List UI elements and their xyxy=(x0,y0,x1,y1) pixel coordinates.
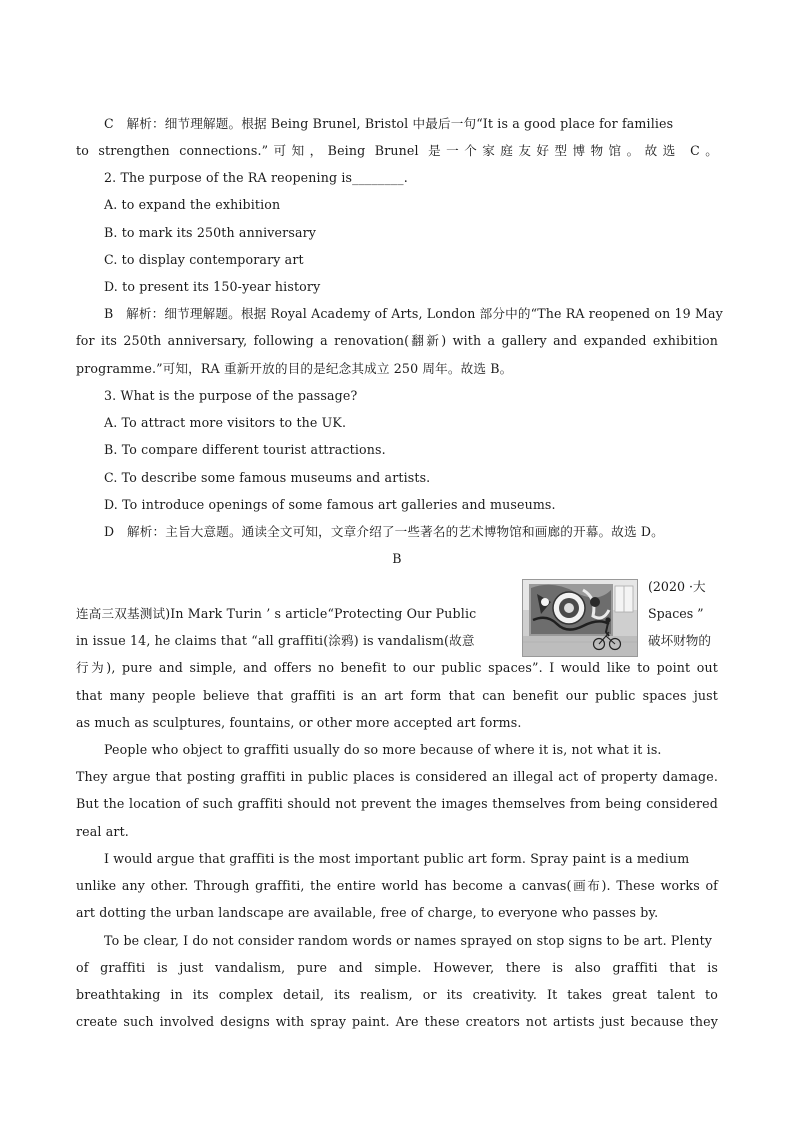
article-p4-line-2: of graffiti is just vandalism, pure and simple. However, there is also graffiti that is xyxy=(76,960,718,975)
question-3-option-d: D. To introduce openings of some famous art galleries and museums. xyxy=(104,497,556,512)
answer-1-line-2: to strengthen connections.”可知，Being Brunel 是一个家庭友好型博物馆。故选 C。 xyxy=(76,143,718,158)
article-p2-line-3: But the location of such graffiti should not prevent the images themselves from being considered xyxy=(76,796,718,811)
question-2-stem: 2. The purpose of the RA reopening is________. xyxy=(104,170,408,185)
article-p3-line-1: I would argue that graffiti is the most important public art form. Spray paint is a medium xyxy=(104,851,690,866)
question-3-option-c: C. To describe some famous museums and artists. xyxy=(104,470,431,485)
article-p1-line-1: 连高三双基测试)In Mark Turin ’ s article“Protecting Our Public xyxy=(76,606,477,621)
question-3-option-b: B. To compare different tourist attractions. xyxy=(104,442,386,457)
article-p3-line-2: unlike any other. Through graffiti, the entire world has become a canvas(画布). These works of xyxy=(76,878,718,893)
article-p2-line-1: People who object to graffiti usually do so more because of where it is, not what it is. xyxy=(104,742,662,757)
question-3-stem: 3. What is the purpose of the passage? xyxy=(104,388,358,403)
section-b-heading: B xyxy=(392,551,402,566)
article-p1-line-3: 行为), pure and simple, and offers no benefit to our public spaces”. I would like to point out xyxy=(76,660,718,675)
question-2-option-a: A. to expand the exhibition xyxy=(104,197,281,212)
article-p1-line-2-right: 破坏财物的 xyxy=(648,633,711,648)
article-p1-line-5: as much as sculptures, fountains, or other more accepted art forms. xyxy=(76,715,522,730)
question-3-option-a: A. To attract more visitors to the UK. xyxy=(104,415,347,430)
answer-1-line-1: C 解析：细节理解题。根据 Being Brunel, Bristol 中最后一句“It is a good place for families xyxy=(104,116,674,131)
article-p3-line-3: art dotting the urban landscape are available, free of charge, to everyone who passes by. xyxy=(76,905,659,920)
article-p4-line-1: To be clear, I do not consider random words or names sprayed on stop signs to be art. Plenty xyxy=(104,933,713,948)
article-p1-line-2: in issue 14, he claims that “all graffiti(涂鸦) is vandalism(故意 xyxy=(76,633,475,648)
answer-2-line-1: B 解析：细节理解题。根据 Royal Academy of Arts, London 部分中的“The RA reopened on 19 May xyxy=(104,306,723,321)
article-p1-line-4: that many people believe that graffiti is an art form that can benefit our public spaces just xyxy=(76,688,718,703)
article-p4-line-3: breathtaking in its complex detail, its realism, or its creativity. It takes great talent to xyxy=(76,987,718,1002)
question-2-option-b: B. to mark its 250th anniversary xyxy=(104,225,317,240)
article-p1-line-1-right: Spaces ” xyxy=(648,606,704,621)
answer-2-line-3: programme.”可知，RA 重新开放的目的是纪念其成立 250 周年。故选 B。 xyxy=(76,361,513,376)
article-source-fragment: (2020 ·大 xyxy=(648,579,706,594)
answer-3: D 解析：主旨大意题。通读全文可知，文章介绍了一些著名的艺术博物馆和画廊的开幕。故选 D。 xyxy=(104,524,664,539)
question-2-option-c: C. to display contemporary art xyxy=(104,252,304,267)
answer-2-line-2: for its 250th anniversary, following a renovation(翻新) with a gallery and expanded exhibition xyxy=(76,333,718,348)
article-p4-line-4: create such involved designs with spray paint. Are these creators not artists just because they xyxy=(76,1014,718,1029)
graffiti-mural-photo xyxy=(522,579,638,657)
article-p2-line-2: They argue that posting graffiti in public places is considered an illegal act of property damage. xyxy=(76,769,718,784)
article-p2-line-4: real art. xyxy=(76,824,129,839)
question-2-option-d: D. to present its 150-year history xyxy=(104,279,321,294)
